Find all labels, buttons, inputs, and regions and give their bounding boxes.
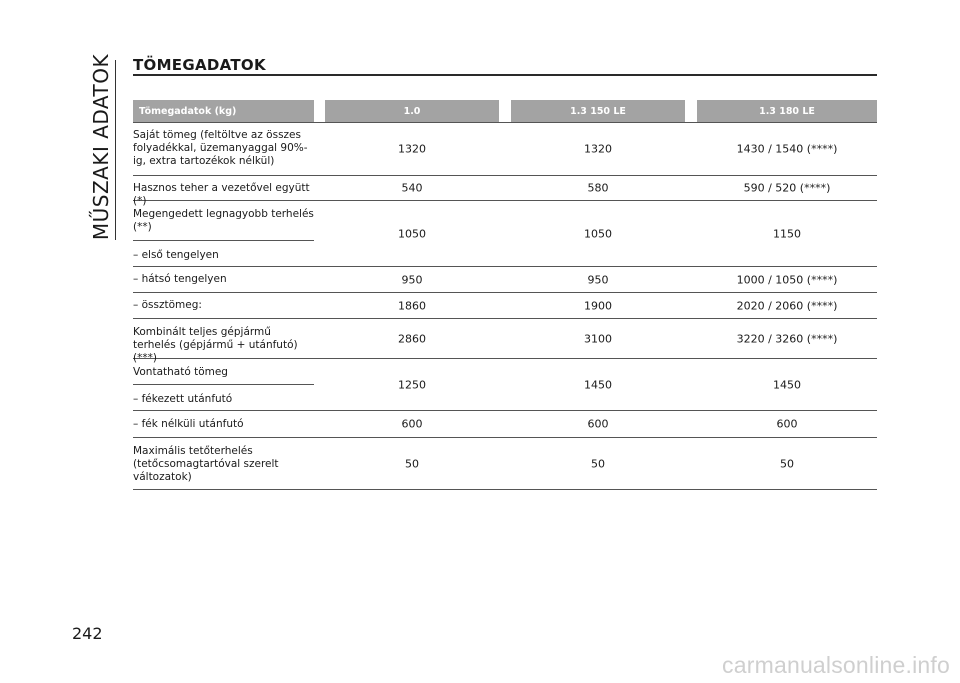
title-divider bbox=[133, 74, 877, 76]
row-value: 1320 bbox=[584, 142, 612, 156]
row-label: Kombinált teljes gépjármű terhelés (gépjármű + utánfutó) (***) bbox=[133, 326, 298, 365]
row-value: 600 bbox=[587, 417, 609, 431]
table-row bbox=[133, 201, 877, 267]
row-value: 600 bbox=[401, 417, 423, 431]
header-cell-1-3-150: 1.3 150 LE bbox=[511, 100, 685, 122]
row-value: 1050 bbox=[584, 227, 612, 240]
row-value: 600 bbox=[776, 417, 798, 431]
row-value: 50 bbox=[591, 457, 605, 470]
row-sub-divider bbox=[133, 384, 314, 385]
table-row bbox=[133, 123, 877, 176]
row-sublabel: – első tengelyen bbox=[133, 249, 219, 261]
row-value: 2020 / 2060 (****) bbox=[736, 299, 838, 312]
section-title: TÖMEGADATOK bbox=[133, 56, 266, 74]
row-value: 1450 bbox=[773, 378, 801, 391]
table-header-row bbox=[133, 100, 877, 122]
row-label: – össztömeg: bbox=[133, 299, 202, 311]
table-row bbox=[133, 438, 877, 490]
row-value: 950 bbox=[401, 273, 423, 286]
row-label: – hátsó tengelyen bbox=[133, 273, 227, 285]
chapter-side-title bbox=[87, 53, 115, 241]
table-row bbox=[133, 267, 877, 293]
chapter-side-title-text: MŰSZAKI ADATOK bbox=[89, 53, 113, 241]
table-row bbox=[133, 293, 877, 319]
row-value: 1320 bbox=[398, 142, 426, 156]
row-value: 50 bbox=[780, 457, 794, 470]
row-value: 1860 bbox=[398, 299, 426, 312]
row-value: 950 bbox=[587, 273, 609, 286]
side-divider bbox=[115, 60, 116, 240]
row-value: 590 / 520 (****) bbox=[743, 181, 831, 195]
row-value: 1450 bbox=[584, 378, 612, 391]
row-value: 1900 bbox=[584, 299, 612, 312]
row-value: 3220 / 3260 (****) bbox=[736, 332, 838, 345]
row-label: Saját tömeg (feltöltve az összes folyadékkal, üzemanyaggal 90%-ig, extra tartozékok nélkül) bbox=[133, 129, 308, 168]
header-cell-label: Tömegadatok (kg) bbox=[133, 100, 314, 122]
row-sub-divider bbox=[133, 240, 314, 241]
watermark: carmanualsonline.info bbox=[722, 652, 950, 678]
table-row bbox=[133, 411, 877, 438]
row-value: 2860 bbox=[398, 332, 426, 345]
row-value: 540 bbox=[401, 181, 423, 195]
page-number: 242 bbox=[72, 624, 103, 643]
row-label: Maximális tetőterhelés (tetőcsomagtartóval szerelt változatok) bbox=[133, 445, 279, 484]
row-label: Hasznos teher a vezetővel együtt (*) bbox=[133, 182, 310, 208]
row-value: 1430 / 1540 (****) bbox=[736, 142, 838, 156]
row-label: Vontatható tömeg bbox=[133, 366, 228, 378]
header-cell-1-3-180: 1.3 180 LE bbox=[697, 100, 877, 122]
row-value: 1000 / 1050 (****) bbox=[736, 273, 838, 286]
table-row bbox=[133, 319, 877, 365]
row-label: – fék nélküli utánfutó bbox=[133, 418, 244, 430]
header-cell-1-0: 1.0 bbox=[325, 100, 499, 122]
row-value: 1250 bbox=[398, 378, 426, 391]
row-value: 3100 bbox=[584, 332, 612, 345]
table-row bbox=[133, 359, 877, 411]
row-sublabel: – fékezett utánfutó bbox=[133, 393, 233, 405]
row-value: 580 bbox=[587, 181, 609, 195]
table-row bbox=[133, 176, 877, 208]
row-label: Megengedett legnagyobb terhelés (**) bbox=[133, 208, 314, 234]
row-value: 1150 bbox=[773, 227, 801, 240]
row-value: 50 bbox=[405, 457, 419, 470]
row-value: 1050 bbox=[398, 227, 426, 240]
mass-data-table bbox=[133, 100, 877, 490]
